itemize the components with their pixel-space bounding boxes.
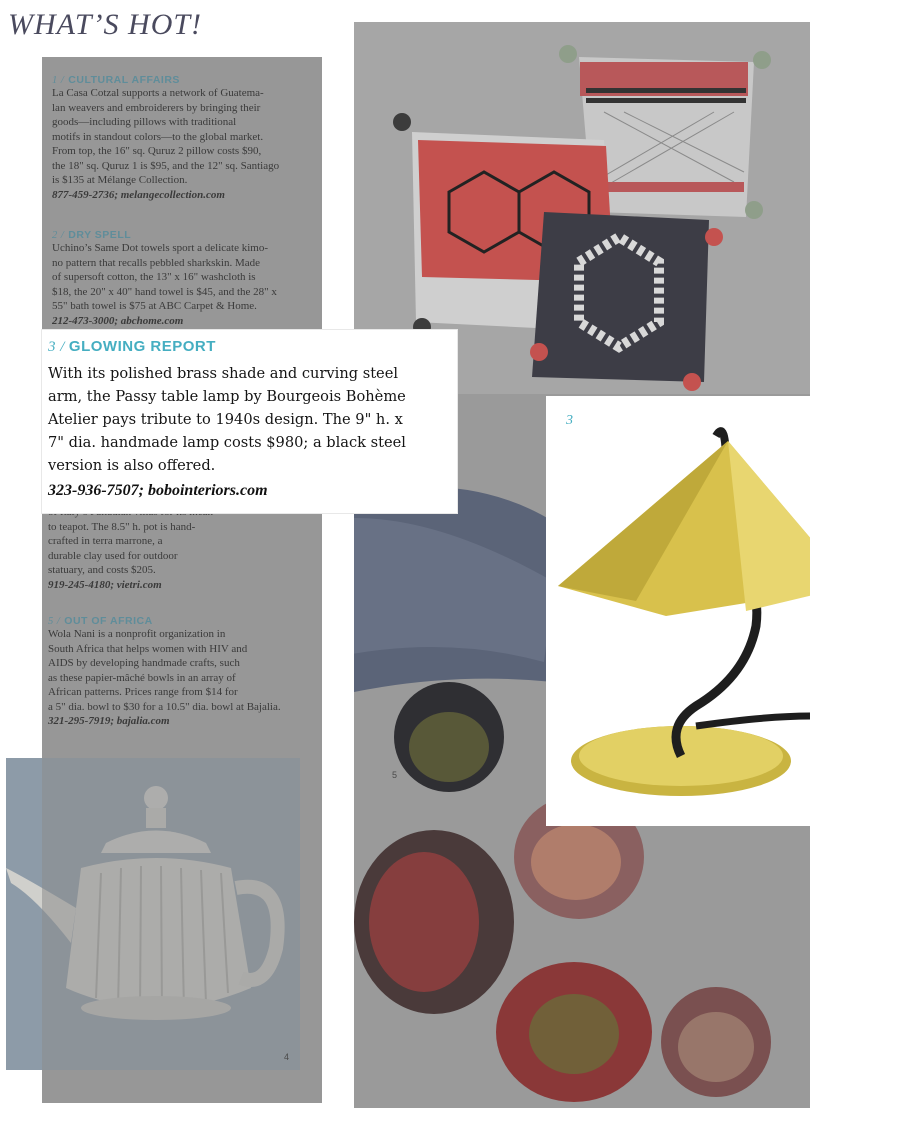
section-body: to teapot. The 8.5" h. pot is hand- crafted in terra marrone, a durable clay used for outdoor statuary, and costs $205. 919-245-4180; vietri.com (48, 505, 238, 592)
section-cultural-affairs (52, 74, 317, 202)
feature-body: With its polished brass shade and curving steel arm, the Passy table lamp by Bourgeois Bohème Atelier pays tribute to 1940s design. The 9" h. x 7" dia. handmade lamp costs $980; a black steel version is also offered. (48, 365, 406, 474)
section-body: La Casa Cotzal supports a network of Guatema- lan weavers and embroiderers by bringing their goods—including pillows with traditional motifs in standout colors—to the global market. From top, the 16" sq. Quruz 2 pillow costs $90, the 18" sq. Quruz 1 is $95, and the 12" sq. Santiago is $135 at Mélange Collection. 877-459-2736; melangecollection.com (52, 86, 317, 202)
section-body: Uchino’s Same Dot towels sport a delicate kimo- no pattern that recalls pebbled sharkskin. Made of supersoft cotton, the 13" x 16" washcloth is $18, the 20" x 40" hand towel is $45, and the 28" x 55" bath towel is $75 at ABC Carpet & Home. 212-473-3000; abchome.com (52, 241, 317, 328)
section-dry-spell (52, 229, 317, 330)
section-heading: 2 / DRY SPELL (52, 229, 132, 241)
section-contact: 919-245-4180; vietri.com (48, 578, 162, 591)
section-heading: 1 / CULTURAL AFFAIRS (52, 74, 180, 86)
section-contact: 321-295-7919; bajalia.com (48, 715, 170, 727)
figure-number-lamp: 3 (566, 413, 573, 428)
feature-heading: 3 / GLOWING REPORT (48, 338, 216, 355)
section-teapot (48, 505, 238, 605)
figure-number-bowls: 5 (392, 770, 398, 780)
section-contact: 212-473-3000; abchome.com (52, 314, 184, 327)
lamp-photo-card (546, 396, 810, 826)
section-out-of-africa (48, 615, 318, 729)
feature-contact: 323-936-7507; bobointeriors.com (48, 482, 268, 499)
section-heading: 5 / OUT OF AFRICA (48, 615, 153, 627)
towels (354, 486, 554, 692)
lamp-photo (546, 396, 810, 826)
figure-number-teapot: 4 (284, 1052, 290, 1062)
pillow-front (530, 212, 723, 391)
section-contact: 877-459-2736; melangecollection.com (52, 188, 225, 201)
teapot-dim-overlay (42, 758, 300, 1070)
feature-glowing-report (42, 330, 457, 513)
page-title: WHAT’S HOT! (8, 8, 203, 41)
section-body: Wola Nani is a nonprofit organization in South Africa that helps women with HIV and AIDS by developing handmade crafts, such as these papier-mâché bowls in an array of African patterns. Prices range from $14 for a 5" dia. bowl to $30 for a 10.5" dia. bowl at Bajalia. 321-295-7919; bajalia.com (48, 627, 318, 729)
